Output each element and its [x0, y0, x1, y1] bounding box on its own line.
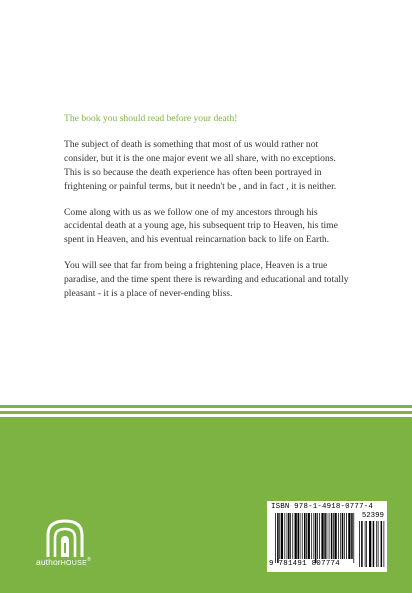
barcode-bar [384, 521, 385, 567]
price-code: 52399 [361, 512, 384, 520]
barcode-bar [381, 521, 383, 567]
barcode-bar [319, 513, 320, 559]
barcode-bar [342, 513, 344, 559]
registered-mark: ® [87, 557, 91, 563]
ean-number: 9 781491 807774 [269, 560, 341, 568]
barcode-bar [338, 513, 339, 559]
barcode-bar [288, 513, 290, 559]
barcode-bar [373, 521, 375, 567]
main-barcode-bars [275, 513, 354, 563]
barcode-bar [298, 513, 300, 559]
barcode-bar [351, 513, 353, 559]
tagline: The book you should read before your death! [64, 113, 238, 124]
barcode-bar [300, 513, 301, 559]
barcode-bar [279, 513, 280, 559]
barcode-bar [275, 513, 276, 563]
barcode-bar [369, 521, 371, 567]
green-stripe-middle [0, 411, 412, 414]
barcode-bar [313, 513, 314, 559]
barcode-bar [321, 513, 323, 559]
barcode-bar [329, 513, 330, 559]
barcode-bar [284, 513, 285, 559]
book-arch-icon [44, 517, 86, 559]
barcode-bar [365, 521, 366, 567]
barcode-bar [344, 513, 345, 559]
barcode-bar [324, 513, 326, 559]
barcode-bar [331, 513, 333, 559]
barcode-bar [311, 513, 312, 559]
barcode-bar [335, 513, 337, 559]
isbn-barcode [267, 501, 387, 572]
barcode-bar [361, 521, 363, 567]
barcode-bar [327, 513, 328, 559]
publisher-name [36, 557, 91, 567]
blurb [64, 112, 354, 313]
barcode-bar [346, 513, 347, 559]
barcode-bar [315, 513, 317, 563]
barcode-bar [295, 513, 297, 559]
blurb-paragraph-2: Come along with us as we follow one of my ancestors through his accidental death at a young age, his subsequent trip to Heaven, his time spent in Heaven, and his eventual reincarnation back to life on Earth. [64, 206, 338, 246]
barcode-bar [292, 513, 293, 559]
blurb-paragraph-1: The subject of death is something that most of us would rather not consider, but it is the one major event we all share, with no exceptions. This is so because the death experience has often been portrayed in frightening or painful terms, but it needn't be , and in fact , it is neither. [64, 138, 337, 192]
barcode-bar [277, 513, 279, 563]
publisher-name-lower: author [36, 557, 61, 567]
barcode-bar [333, 513, 334, 559]
green-stripe-top [0, 405, 412, 408]
barcode-bar [290, 513, 291, 559]
barcode-bar [281, 513, 283, 559]
barcode-bar [353, 513, 354, 563]
barcode-bar [317, 513, 318, 559]
barcode-bar [340, 513, 341, 559]
barcode-bar [376, 521, 377, 567]
barcode-bar [302, 513, 303, 559]
barcode-bar [287, 513, 288, 559]
barcode-bar [378, 521, 379, 567]
barcode-bar [366, 521, 367, 567]
barcode-bar [308, 513, 310, 559]
blurb-paragraph-3: You will see that far from being a frightening place, Heaven is a true paradise, and the time spent there is rewarding and educational and totally pleasant - it is a place of never-ending bliss. [64, 260, 349, 300]
publisher-logo [36, 517, 102, 577]
barcode-bar [359, 521, 360, 567]
barcode-bar [306, 513, 307, 559]
barcode-bar [304, 513, 306, 559]
barcode-bar [348, 513, 350, 559]
isbn-label: ISBN 978-1-4918-0777-4 [271, 503, 373, 511]
addon-barcode-bars [359, 521, 384, 567]
publisher-name-upper: HOUSE [60, 560, 88, 567]
